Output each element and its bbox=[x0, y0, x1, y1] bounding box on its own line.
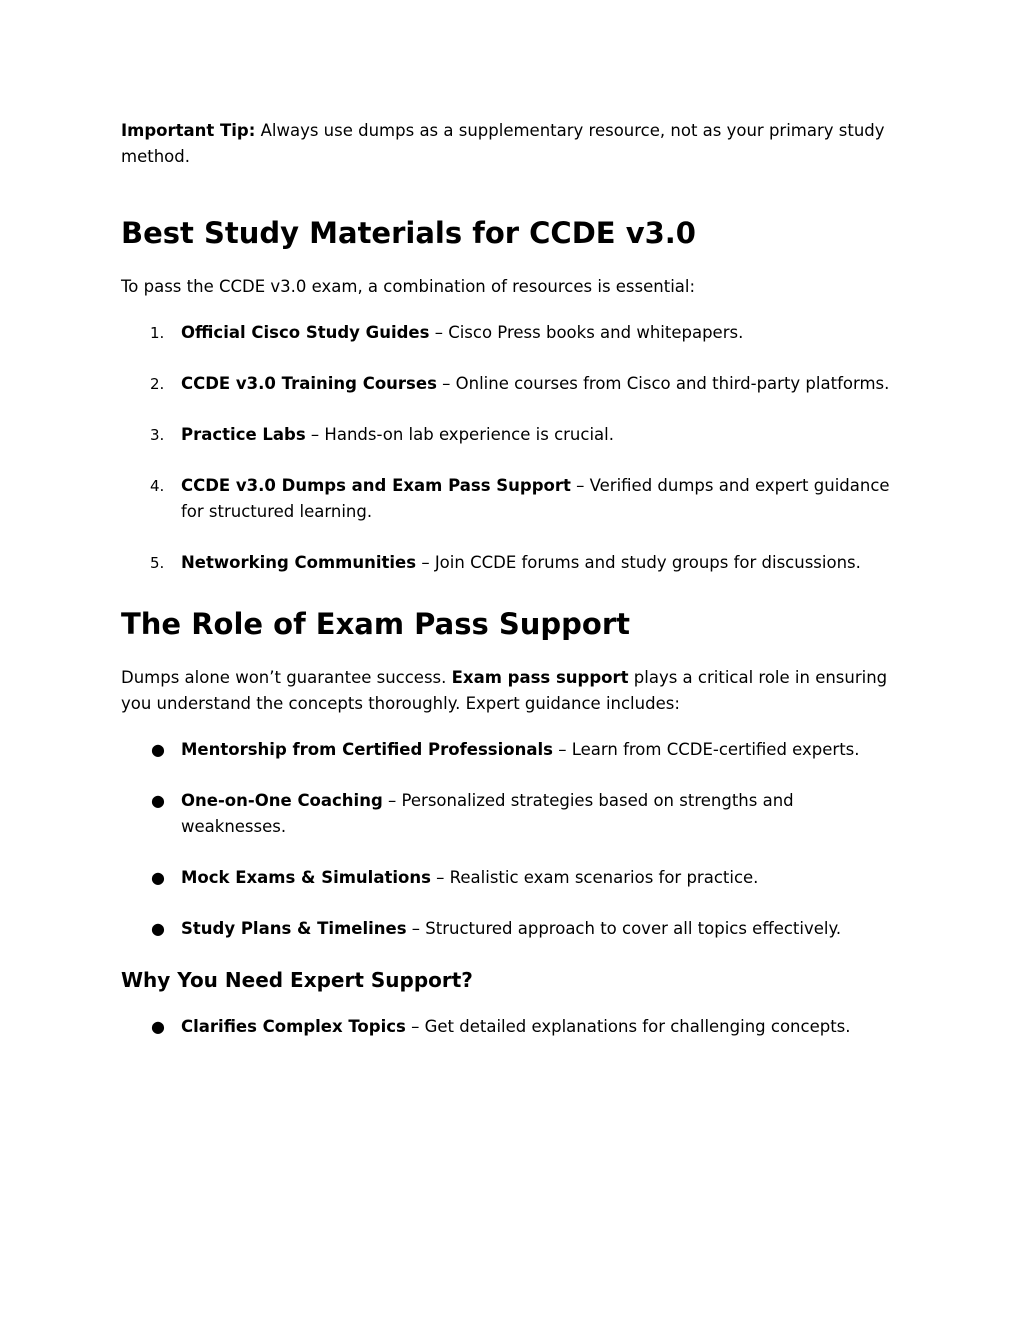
item-title: CCDE v3.0 Dumps and Exam Pass Support bbox=[181, 476, 571, 495]
item-text: – Online courses from Cisco and third-party platforms. bbox=[436, 374, 890, 393]
study-materials-intro: To pass the CCDE v3.0 exam, a combination of resources is essential: bbox=[121, 277, 696, 296]
list-item bbox=[121, 422, 901, 448]
item-text: – Hands-on lab experience is crucial. bbox=[305, 425, 614, 444]
intro-text-continued: plays a critical role in ensuring you understand the concepts thoroughly. Expert guidance includes: bbox=[121, 668, 888, 713]
document-page bbox=[121, 118, 901, 1040]
item-text: – Join CCDE forums and study groups for discussions. bbox=[416, 553, 861, 572]
item-text: – Verified dumps and expert guidance for structured learning. bbox=[181, 476, 890, 521]
bullet-icon: ● bbox=[151, 868, 165, 887]
list-number: 5. bbox=[150, 554, 165, 572]
item-title: Official Cisco Study Guides bbox=[181, 323, 430, 342]
list-item bbox=[121, 737, 901, 763]
item-text: – Structured approach to cover all topics effectively. bbox=[406, 919, 842, 938]
list-item bbox=[121, 473, 901, 525]
item-text: – Personalized strategies based on strengths and weaknesses. bbox=[181, 791, 794, 836]
item-title: Networking Communities bbox=[181, 553, 417, 572]
tip-label: Important Tip: bbox=[121, 121, 256, 140]
exam-pass-support-intro bbox=[121, 665, 901, 717]
item-title: One-on-One Coaching bbox=[181, 791, 383, 810]
list-number: 3. bbox=[150, 426, 165, 444]
list-item bbox=[121, 550, 901, 576]
list-item bbox=[121, 320, 901, 346]
bullet-icon: ● bbox=[151, 1017, 165, 1036]
item-title: Practice Labs bbox=[181, 425, 306, 444]
list-number: 2. bbox=[150, 375, 165, 393]
list-item bbox=[121, 916, 901, 942]
expert-guidance-list bbox=[121, 737, 901, 942]
item-title: CCDE v3.0 Training Courses bbox=[181, 374, 437, 393]
tip-text: Always use dumps as a supplementary resource, not as your primary study method. bbox=[121, 121, 885, 166]
list-item bbox=[121, 865, 901, 891]
bullet-icon: ● bbox=[151, 919, 165, 938]
item-title: Clarifies Complex Topics bbox=[181, 1017, 406, 1036]
list-item bbox=[121, 788, 901, 840]
item-title: Study Plans & Timelines bbox=[181, 919, 407, 938]
important-tip bbox=[121, 118, 901, 170]
study-materials-heading: Best Study Materials for CCDE v3.0 bbox=[121, 216, 696, 250]
item-text: – Get detailed explanations for challenging concepts. bbox=[405, 1017, 851, 1036]
list-item bbox=[121, 371, 901, 397]
list-number: 1. bbox=[150, 324, 165, 342]
bullet-icon: ● bbox=[151, 740, 165, 759]
list-item bbox=[121, 1014, 901, 1040]
intro-text: Dumps alone won’t guarantee success. bbox=[121, 668, 452, 687]
item-text: – Cisco Press books and whitepapers. bbox=[429, 323, 744, 342]
expert-support-list bbox=[121, 1014, 901, 1040]
study-materials-list bbox=[121, 320, 901, 576]
intro-bold-text: Exam pass support bbox=[451, 668, 629, 687]
item-title: Mock Exams & Simulations bbox=[181, 868, 431, 887]
list-number: 4. bbox=[150, 477, 165, 495]
bullet-icon: ● bbox=[151, 791, 165, 810]
item-text: – Learn from CCDE-certified experts. bbox=[552, 740, 860, 759]
item-text: – Realistic exam scenarios for practice. bbox=[430, 868, 759, 887]
expert-support-heading: Why You Need Expert Support? bbox=[121, 968, 473, 992]
exam-pass-support-heading: The Role of Exam Pass Support bbox=[121, 607, 630, 641]
item-title: Mentorship from Certified Professionals bbox=[181, 740, 553, 759]
